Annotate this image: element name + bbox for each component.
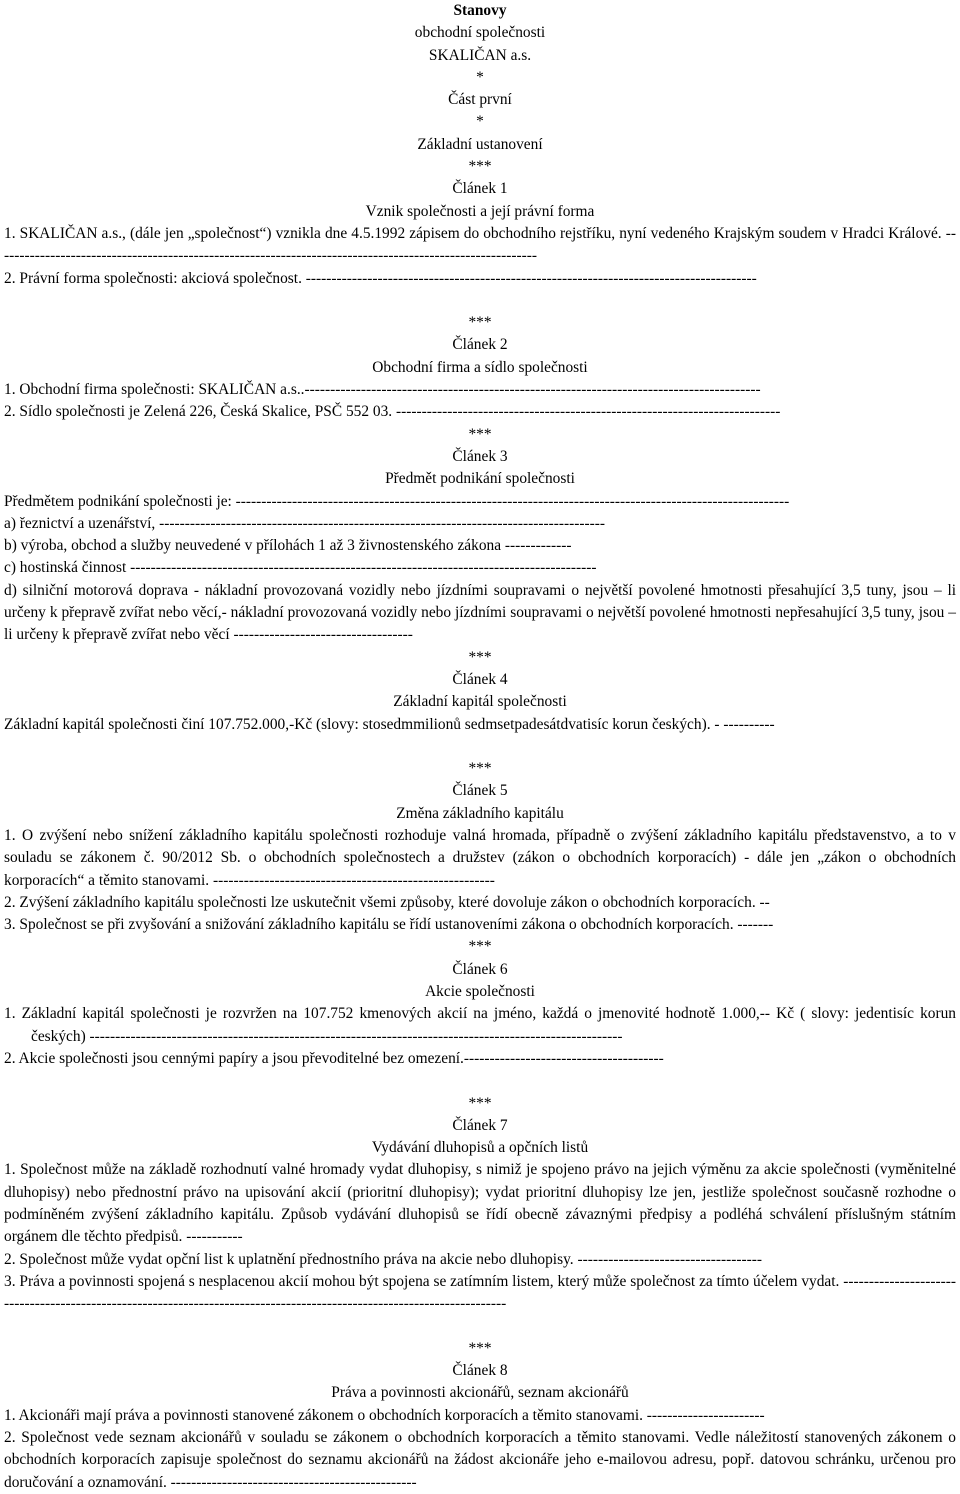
article-paragraph: 2. Společnost vede seznam akcionářů v souladu se zákonem o obchodních korporacích a těmito stanovami. Vedle náležitostí stanovených zákonem o obchodních korporacích zapisuje společnost do seznamu akcionářů na žádost akcionáře jeho e-mailovou adresu, popř. datovou schránku, určenou pro doručování a oznamování. ------------------------------------------------ [4, 1429, 956, 1491]
article-paragraph: Předmětem podnikání společnosti je: ------------------------------------------------------------------------------------------------------------ [4, 492, 790, 510]
article-separator: *** [468, 1339, 492, 1357]
article-title: Změna základního kapitálu [396, 804, 564, 822]
article-paragraph: 2. Společnost může vydat opční list k uplatnění přednostního práva na akcie nebo dluhopisy. ------------------------------------ [4, 1250, 762, 1268]
article-paragraph: 1. Společnost může na základě rozhodnutí valné hromady vydat dluhopisy, s nimiž je spojeno právo na jejich výměnu za akcie společnosti (vyměnitelné dluhopisy) nebo přednostní právo na upisování akcií (prioritní dluhopisy); vydat prioritní dluhopisy lze jen, jestliže společnost současně rozhodne o podmíněném zvýšení základního kapitálu. Způsob vydávání dluhopisů se řídí obecně závaznými předpisy a podléhá schválení příslušným státním orgánem dle těchto předpisů. ----------- [4, 1161, 956, 1246]
article-separator: *** [468, 1094, 492, 1112]
article-number: Článek 8 [452, 1362, 508, 1380]
article-number: Článek 5 [452, 782, 508, 800]
list-item: b) výroba, obchod a služby neuvedené v přílohách 1 až 3 živnostenského zákona ------------- [4, 537, 572, 555]
article-paragraph: 1. O zvýšení nebo snížení základního kapitálu společnosti rozhoduje valná hromada, případně o zvýšení základního kapitálu představenstvo, a to v souladu se zákonem č. 90/2012 Sb. o obchodních společnostech a družstev (zákon o obchodních korporacích) - dále jen „zákon o obchodních korporacích“ a těmito stanovami. ------------------------------------------------------- [4, 826, 956, 889]
article-paragraph: 2. Právní forma společnosti: akciová společnost. ---------------------------------------------------------------------------------------- [4, 269, 757, 287]
article-separator: *** [468, 938, 492, 956]
article-number: Článek 4 [452, 670, 508, 688]
article-separator: *** [468, 648, 492, 666]
article-paragraph: 1. Základní kapitál společnosti je rozvržen na 107.752 kmenových akcií na jméno, každá o jmenovité hodnotě 1.000,-- Kč ( slovy: jedentisíc korun českých) -------------------------------------------------------------------------------------------------------- [4, 1005, 956, 1045]
article-paragraph: 1. Obchodní firma společnosti: SKALIČAN a.s..----------------------------------------------------------------------------------------- [4, 381, 761, 399]
list-item: d) silniční motorová doprava - nákladní provozovaná vozidly nebo jízdními soupravami o největší povolené hmotnosti přesahující 3,5 tuny, jsou – li určeny k přepravě zvířat nebo věcí,- nákladní provozovaná vozidly nebo jízdními soupravami o největší povolené hmotnosti nepřesahující 3,5 tuny, jsou – li určeny k přepravě zvířat nebo věcí ----------------------------------- [4, 581, 956, 644]
article-number: Článek 1 [452, 180, 508, 198]
document-title: Stanovy [453, 2, 507, 19]
article-number: Článek 7 [452, 1116, 508, 1134]
article-separator: *** [468, 760, 492, 778]
article-paragraph: 2. Zvýšení základního kapitálu společnosti lze uskutečnit všemi způsoby, které dovoluje zákon o obchodních korporacích. -- [4, 893, 770, 911]
article-number: Článek 6 [452, 960, 508, 978]
article-separator: *** [468, 425, 492, 443]
list-item: c) hostinská činnost ------------------------------------------------------------------------------------------- [4, 559, 597, 577]
company-name: SKALIČAN a.s. [428, 46, 532, 64]
list-item: a) řeznictví a uzenářství, --------------------------------------------------------------------------------------- [4, 514, 606, 532]
separator-star: * [476, 68, 484, 86]
article-paragraph: 3. Práva a povinnosti spojená s nesplacenou akcií mohou být spojena se zatímním listem, který může společnost za tímto účelem vydat. ------------------------------------------------------------------------------------------------------------------------ [4, 1272, 956, 1313]
article-title: Obchodní firma a sídlo společnosti [372, 358, 588, 376]
separator-star: * [476, 113, 484, 131]
article-paragraph: 1. SKALIČAN a.s., (dále jen „společnost“) vznikla dne 4.5.1992 zápisem do obchodního rejstříku, nyní vedeného Krajským soudem v Hradci Králové. ---------------------------------------------------------------------------------------------------------- [4, 224, 956, 265]
article-paragraph: 2. Akcie společnosti jsou cennými papíry a jsou převoditelné bez omezení.--------------------------------------- [4, 1049, 664, 1067]
article-separator: *** [468, 158, 492, 176]
article-paragraph: 1. Akcionáři mají práva a povinnosti stanovené zákonem o obchodních korporacích a těmito stanovami. ----------------------- [4, 1406, 765, 1424]
part-heading: Část první [448, 91, 512, 109]
article-title: Předmět podnikání společnosti [385, 470, 575, 488]
article-paragraph: 3. Společnost se při zvyšování a snižování základního kapitálu se řídí ustanoveními zákona o obchodních korporacích. ------- [4, 916, 774, 934]
article-title: Vznik společnosti a její právní forma [365, 202, 595, 220]
article-title: Akcie společnosti [425, 983, 535, 1001]
article-number: Článek 3 [452, 447, 508, 465]
section-heading: Základní ustanovení [417, 135, 543, 153]
article-paragraph: Základní kapitál společnosti činí 107.752.000,-Kč (slovy: stosedmmilionů sedmsetpadesátdvatisíc korun českých). - ---------- [4, 715, 775, 733]
article-title: Základní kapitál společnosti [393, 693, 567, 711]
article-number: Článek 2 [452, 336, 508, 354]
article-title: Vydávání dluhopisů a opčních listů [371, 1139, 589, 1157]
article-separator: *** [468, 314, 492, 332]
article-title: Práva a povinnosti akcionářů, seznam akcionářů [331, 1384, 629, 1402]
company-line: obchodní společnosti [414, 24, 546, 42]
article-paragraph: 2. Sídlo společnosti je Zelená 226, Česká Skalice, PSČ 552 03. --------------------------------------------------------------------------- [4, 403, 781, 421]
